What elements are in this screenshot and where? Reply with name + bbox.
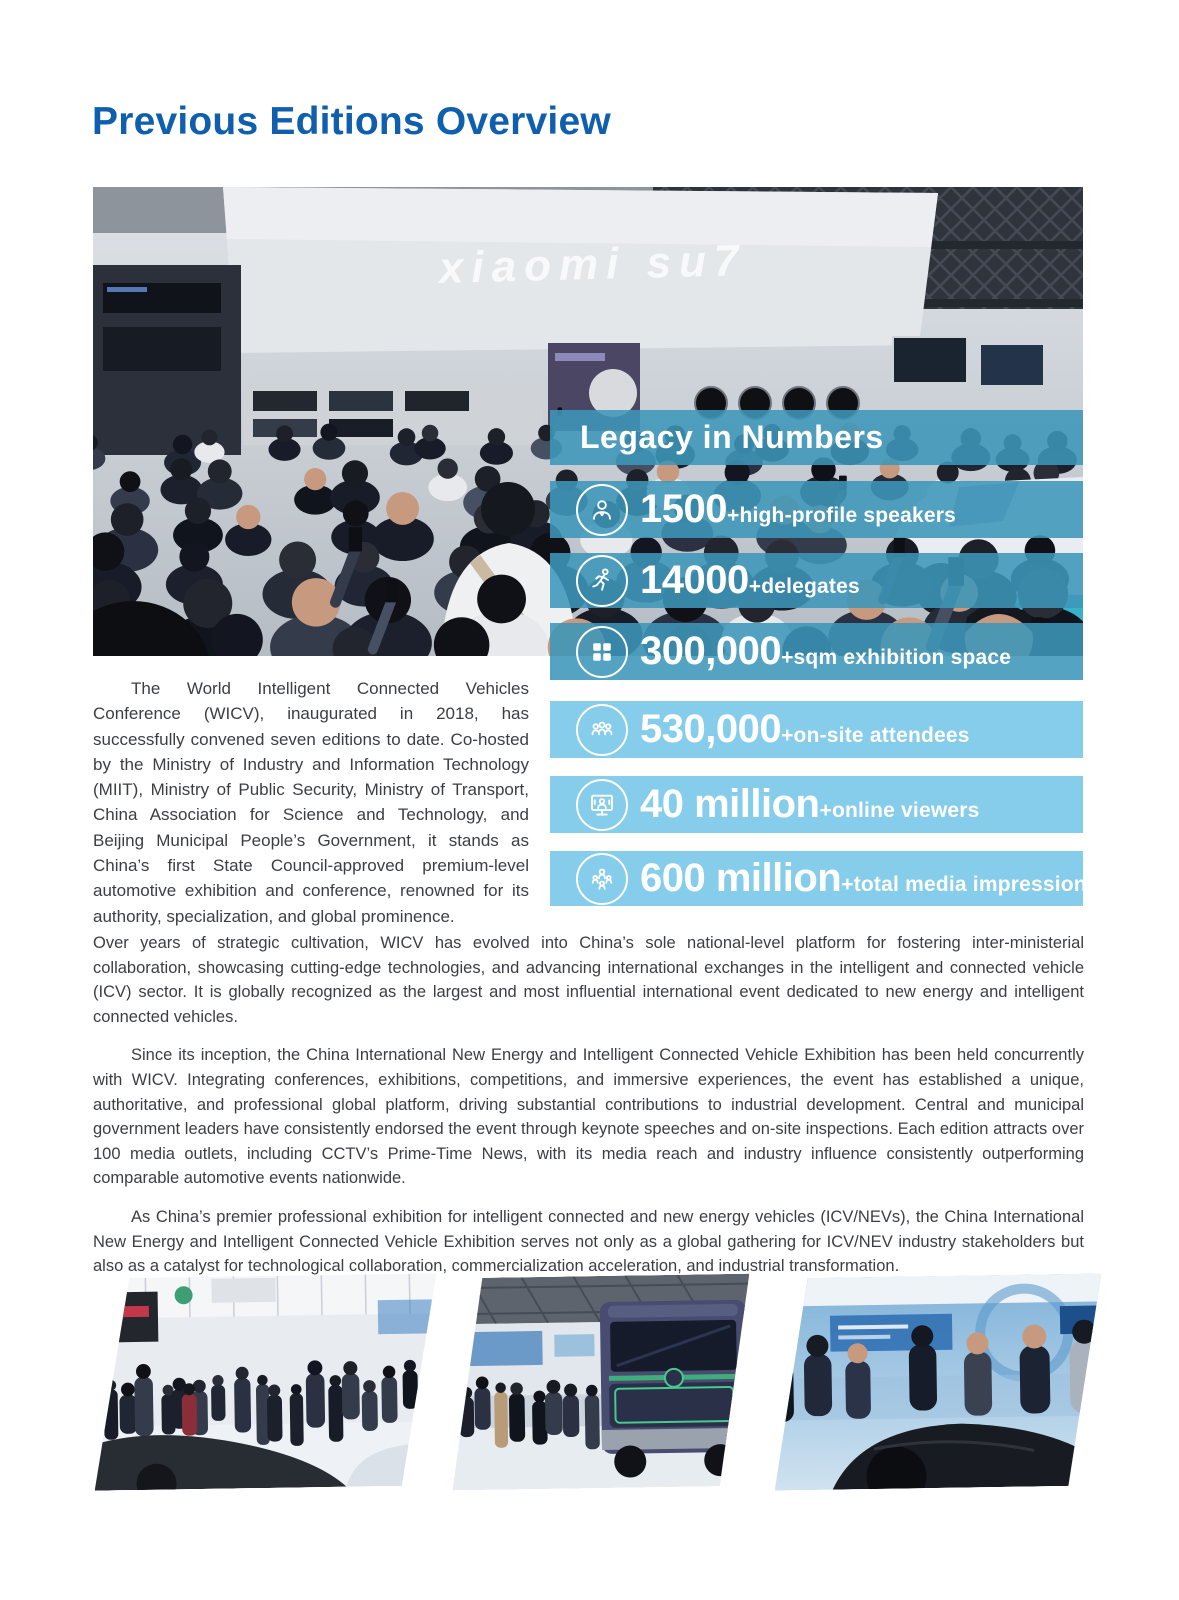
- stat-row-exhibition-space: [550, 623, 1083, 680]
- media-impressions-icon: [576, 853, 628, 905]
- stat-row-speakers: [550, 481, 1083, 538]
- intro-paragraph: The World Intelligent Connected Vehicles Conference (WICV), inaugurated in 2018, has successfully convened seven editions to date. Co-hosted by the Ministry of Industry and Information Technology (MIIT), Ministry of Public Security, Ministry of Transport, China Association for Science and Technology, and Beijing Municipal People’s Government, it stands as China’s first State Council-approved premium-level automotive exhibition and conference, renowned for its authority, specialization, and global prominence.: [93, 679, 529, 926]
- runner-icon: [576, 555, 628, 607]
- stat-value: 300,000: [640, 629, 782, 673]
- stat-label: +delegates: [748, 575, 860, 598]
- stat-row-media-impressions: [550, 851, 1099, 906]
- stat-row-attendees: [550, 701, 1083, 758]
- overview-paragraph: Over years of strategic cultivation, WICV has evolved into China’s sole national-level platform for fostering inter-ministerial collaboration, showcasing cutting-edge technologies, and advancing international exchanges in the intelligent and connected vehicle (ICV) sector. It is globally recognized as the largest and most influential international event dedicated to new energy and intelligent connected vehicles.: [93, 934, 1084, 1026]
- hero-sign-text: xiaomi su7: [438, 235, 747, 294]
- legacy-heading: Legacy in Numbers: [580, 419, 884, 455]
- stat-label: +total media impressions: [841, 873, 1099, 896]
- stat-label: +on-site attendees: [781, 724, 970, 747]
- photo-strip: [93, 1276, 1106, 1490]
- premier-paragraph: As China’s premier professional exhibition for intelligent connected and new energy vehicles (ICV/NEVs), the China International New Energy and Intelligent Connected Vehicle Exhibition serves not only as a global gathering for ICV/NEV industry stakeholders but also as a catalyst for technological collaboration, commercialization acceleration, and industrial transformation.: [93, 1207, 1084, 1276]
- truck: [600, 1300, 749, 1478]
- attendees-icon: [576, 704, 628, 756]
- body-text: [93, 931, 1084, 1279]
- legacy-heading-band: [550, 410, 1083, 465]
- page-title: Previous Editions Overview: [92, 100, 611, 143]
- speaker-icon: [576, 484, 628, 536]
- online-viewers-icon: [576, 779, 628, 831]
- inception-paragraph: Since its inception, the China International New Energy and Intelligent Connected Vehicle Exhibition has been held concurrently with WICV. Integrating conferences, exhibitions, competitions, and immersive experiences, the event has established a unique, authoritative, and professional global platform, driving substantial contributions to industrial development. Central and municipal government leaders have consistently endorsed the event through keynote speeches and on-site inspections. Each edition attracts over 100 media outlets, including CCTV’s Prime-Time News, with its media reach and industry influence consistently outperforming comparable automotive events nationwide.: [93, 1046, 1084, 1188]
- exhibition-grid-icon: [576, 626, 628, 678]
- legacy-stats-panel: [550, 410, 1099, 906]
- stat-row-online-viewers: [550, 776, 1083, 833]
- stat-label: +high-profile speakers: [726, 504, 957, 527]
- stat-value: 600 million: [640, 856, 842, 900]
- stat-value: 1500: [640, 487, 727, 531]
- stat-row-delegates: [550, 553, 1083, 608]
- stat-value: 530,000: [640, 707, 782, 751]
- photo-officials-tour: [91, 1273, 439, 1490]
- photo-truck-exhibit: [449, 1274, 752, 1491]
- photo-business-discussion: [771, 1273, 1104, 1490]
- stat-label: +online viewers: [819, 799, 980, 822]
- stat-value: 14000: [640, 558, 749, 602]
- stat-value: 40 million: [640, 782, 820, 826]
- stat-label: +sqm exhibition space: [781, 646, 1012, 669]
